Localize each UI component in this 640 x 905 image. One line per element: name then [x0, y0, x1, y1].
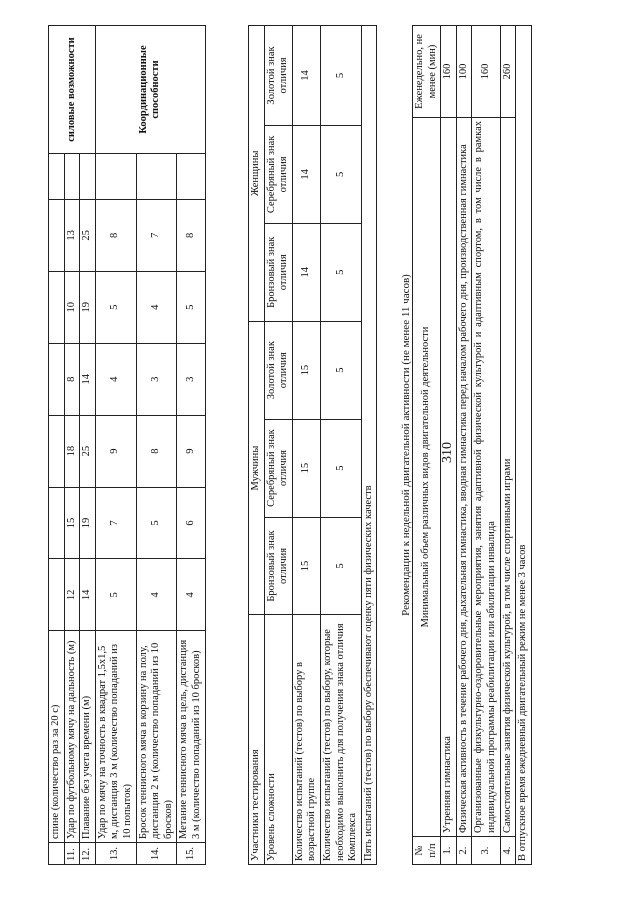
cell: 14	[292, 223, 320, 321]
recommendations-title: Рекомендации к недельной двигательной активности (не менее 11 часов)	[400, 274, 412, 616]
cell	[177, 154, 205, 200]
bronze-header: Бронзовый знак отличия	[264, 517, 292, 615]
activity-text: Утренняя гимнастика	[441, 117, 457, 836]
cell: 19	[80, 271, 96, 343]
row-number: 13.	[95, 843, 136, 865]
test-name: спине (количество раз за 20 с)	[49, 631, 65, 843]
cell: 5	[136, 487, 177, 559]
cell: 13	[64, 199, 80, 271]
participants-header: Участники тестирования	[249, 615, 265, 865]
table-row	[249, 26, 265, 865]
cell: 8	[64, 343, 80, 415]
ability-coordination: Координационные способности	[95, 26, 205, 154]
row-label: Количество испытаний (тестов) по выбору в возрастной группе	[292, 615, 320, 865]
cell: 5	[320, 125, 361, 223]
cell: 5	[320, 517, 361, 615]
weekly-activity-table	[412, 25, 532, 865]
table-row	[500, 26, 516, 865]
cell	[49, 199, 65, 271]
test-name: Плавание без учета времени (м)	[80, 631, 96, 843]
cell: 4	[177, 559, 205, 631]
table-row	[264, 26, 292, 865]
row-number: 12.	[80, 843, 96, 865]
cell	[49, 343, 65, 415]
cell: 3	[177, 343, 205, 415]
cell: 6	[177, 487, 205, 559]
cell: 5	[320, 223, 361, 321]
men-header: Мужчины	[249, 321, 265, 615]
minutes: 160	[441, 26, 457, 118]
number-header: № п/п	[413, 837, 441, 865]
row-number: 14.	[136, 843, 177, 865]
cell: 14	[80, 559, 96, 631]
cell	[80, 154, 96, 200]
test-name: Метание теннисного мяча в цель, дистанция 3 м (количество попаданий из 10 бросков)	[177, 631, 205, 843]
bronze-header: Бронзовый знак отличия	[264, 223, 292, 321]
table-row	[320, 26, 361, 865]
gold-header: Золотой знак отличия	[264, 321, 292, 419]
cell: 8	[136, 415, 177, 487]
minutes: 100	[456, 26, 472, 118]
badge-requirements-table	[248, 25, 377, 865]
test-name: Удар по мячу на точность в квадрат 1,5х1,5 м, дистанция 3 м (количество попаданий из 10 попыток)	[95, 631, 136, 843]
cell: 7	[95, 487, 136, 559]
silver-header: Серебряный знак отличия	[264, 125, 292, 223]
table-row	[516, 26, 532, 865]
cell: 18	[64, 415, 80, 487]
row-number: 15.	[177, 843, 205, 865]
cell: 5	[320, 26, 361, 126]
cell: 9	[177, 415, 205, 487]
cell: 15	[292, 321, 320, 419]
minutes: 260	[500, 26, 516, 118]
table-row	[292, 26, 320, 865]
cell	[95, 154, 136, 200]
cell: 14	[292, 26, 320, 126]
cell: 3	[136, 343, 177, 415]
row-label: Количество испытаний (тестов) по выбору, которые необходимо выполнить для получения знака отличия Комплекса	[320, 615, 361, 865]
cell: 5	[177, 271, 205, 343]
cell	[49, 415, 65, 487]
cell: 25	[80, 199, 96, 271]
cell: 5	[95, 559, 136, 631]
gold-header: Золотой знак отличия	[264, 26, 292, 126]
cell: 14	[292, 125, 320, 223]
row-number: 1.	[441, 837, 457, 865]
women-header: Женщины	[249, 26, 265, 322]
minutes: 160	[472, 26, 500, 118]
cell: 25	[80, 415, 96, 487]
tests-table	[48, 25, 206, 865]
activity-header: Минимальный объем различных видов двигательной деятельности	[413, 117, 441, 836]
cell	[136, 154, 177, 200]
silver-header: Серебряный знак отличия	[264, 419, 292, 517]
table-footer: В отпускное время ежедневный двигательный режим не менее 3 часов	[516, 26, 532, 865]
cell: 15	[292, 517, 320, 615]
cell: 10	[64, 271, 80, 343]
row-number: 4.	[500, 837, 516, 865]
row-number: 3.	[472, 837, 500, 865]
cell: 15	[292, 419, 320, 517]
row-number: 2.	[456, 837, 472, 865]
activity-text: Самостоятельные занятия физической культурой, в том числе спортивными играми	[500, 117, 516, 836]
cell: 14	[80, 343, 96, 415]
table-row	[95, 26, 136, 865]
cell: 4	[95, 343, 136, 415]
cell	[49, 154, 65, 200]
row-number: 11.	[64, 843, 80, 865]
ability-strength: силовые возможности	[49, 26, 96, 154]
cell: 15	[64, 487, 80, 559]
cell: 12	[64, 559, 80, 631]
difficulty-header: Уровень сложности	[264, 615, 292, 865]
cell: 8	[95, 199, 136, 271]
activity-text: Физическая активность в течение рабочего дня, дыхательная гимнастика, вводная гимнастика перед началом рабочего дня, производственная гимнастика	[456, 117, 472, 836]
table-footnote: Пять испытаний (тестов) по выбору обеспечивают оценку пяти физических качеств	[361, 26, 377, 865]
cell: 4	[136, 271, 177, 343]
cell: 5	[320, 419, 361, 517]
cell	[64, 154, 80, 200]
cell: 9	[95, 415, 136, 487]
time-header: Еженедельно, не менее (мин)	[413, 26, 441, 118]
page-number: 310	[440, 442, 455, 463]
cell: 4	[136, 559, 177, 631]
cell: 8	[177, 199, 205, 271]
activity-text: Организованные физкультурно-оздоровительные мероприятия, занятия адаптивной физической культурой и адаптивным спортом, в том числе в рамках индивидуальной программы реабилитации или абилитации инвалида	[472, 117, 500, 836]
test-name: Бросок теннисного мяча в корзину на полу, дистанция 2 м (количество попаданий из 10 бросков)	[136, 631, 177, 843]
cell	[49, 271, 65, 343]
cell: 7	[136, 199, 177, 271]
table-row	[413, 26, 441, 865]
table-row	[49, 26, 65, 865]
table-row	[456, 26, 472, 865]
cell	[49, 559, 65, 631]
cell: 5	[95, 271, 136, 343]
cell: 19	[80, 487, 96, 559]
cell: 5	[320, 321, 361, 419]
table-row	[472, 26, 500, 865]
row-number	[49, 843, 65, 865]
table-row	[361, 26, 377, 865]
cell	[49, 487, 65, 559]
test-name: Удар по футбольному мячу на дальность (м)	[64, 631, 80, 843]
